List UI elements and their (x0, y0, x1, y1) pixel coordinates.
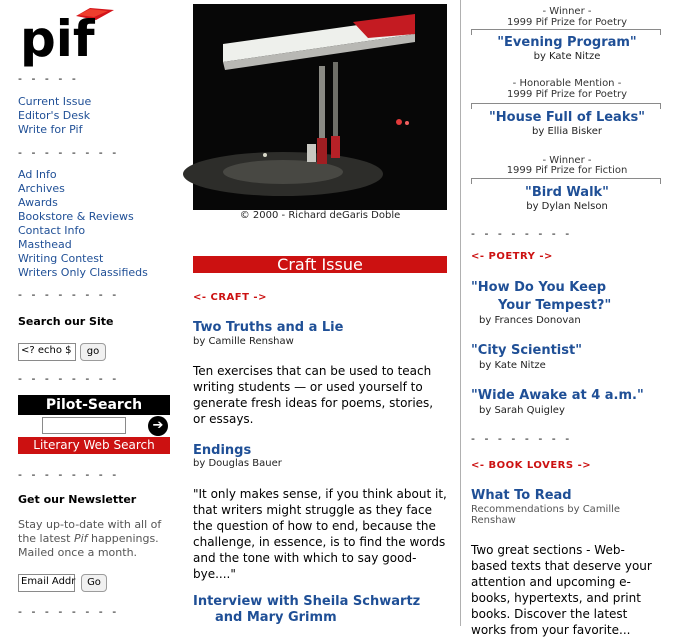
nav-item[interactable]: Masthead (18, 238, 72, 251)
prize-author: by Ellia Bisker (532, 126, 602, 137)
literary-web-search-label: Literary Web Search (18, 437, 170, 454)
what-to-read-link[interactable]: What To Read (471, 488, 572, 503)
photo-credit: © 2000 - Richard deGaris Doble (239, 210, 401, 221)
poem-title-link[interactable]: "How Do You Keep (471, 280, 607, 295)
book-lovers-subtitle: Recommendations by Camille Renshaw (471, 504, 621, 526)
poem-title-link[interactable]: "City Scientist" (471, 343, 582, 358)
poem-author: by Sarah Quigley (479, 405, 565, 416)
book-lovers-body: Two great sections - Web-based texts that deserve your attention and upcoming e-books, hypertexts, and print books. Discover the latest works from your favorite... (471, 543, 652, 637)
prize-label: - Winner - (542, 155, 592, 166)
prize-title-link[interactable]: "Bird Walk" (525, 185, 609, 200)
article-title-link-continued[interactable]: and Mary Grimm (215, 610, 337, 625)
search-go-button[interactable]: go (80, 343, 106, 361)
article-author: by Douglas Bauer (193, 458, 282, 469)
prize-label: - Honorable Mention - (512, 78, 622, 89)
article-title-link[interactable]: Endings (193, 443, 252, 458)
prize-category: 1999 Pif Prize for Poetry (506, 17, 628, 28)
separator: - - - - - - - - (18, 146, 120, 159)
gas-station-photo (193, 4, 447, 210)
prize-bracket (471, 103, 661, 109)
prize-title-link[interactable]: "House Full of Leaks" (489, 110, 645, 125)
nav-item[interactable]: Bookstore & Reviews (18, 210, 134, 223)
nav-item[interactable]: Archives (18, 182, 65, 195)
nav-item[interactable]: Awards (18, 196, 58, 209)
article-title-link[interactable]: Interview with Sheila Schwartz (193, 594, 421, 609)
prize-author: by Dylan Nelson (526, 201, 608, 212)
nav-item[interactable]: Writing Contest (18, 252, 104, 265)
poem-title-link-continued[interactable]: Your Tempest?" (498, 298, 612, 313)
column-divider (460, 0, 461, 626)
prize-author: by Kate Nitze (533, 51, 601, 62)
article-summary: Ten exercises that can be used to teach writing students — or used yourself to generate fresh ideas for poems, stories, or essays. (193, 364, 434, 426)
secondary-nav (18, 168, 148, 280)
pilot-search-input[interactable] (42, 417, 126, 434)
separator: - - - - - - - - (18, 605, 120, 618)
prize-label: - Winner - (542, 6, 592, 17)
search-heading: Search our Site (18, 315, 114, 328)
nav-item[interactable]: Current Issue (18, 95, 92, 108)
primary-nav (18, 95, 91, 137)
prize-title-link[interactable]: "Evening Program" (497, 35, 637, 50)
pif-logo[interactable] (18, 6, 118, 68)
article-title-link[interactable]: Two Truths and a Lie (193, 320, 344, 335)
nav-item[interactable]: Contact Info (18, 224, 86, 237)
arrow-right-icon[interactable]: ➔ (148, 416, 168, 436)
separator: - - - - - - - - (18, 372, 120, 385)
newsletter-heading: Get our Newsletter (18, 493, 137, 506)
section-poetry-label: <- POETRY -> (471, 251, 553, 262)
separator: - - - - - - - - (471, 432, 573, 445)
poem-title-link[interactable]: "Wide Awake at 4 a.m." (471, 388, 644, 403)
poem-author: by Frances Donovan (479, 315, 581, 326)
nav-item[interactable]: Ad Info (18, 168, 57, 181)
section-book-lovers-label: <- BOOK LOVERS -> (471, 460, 592, 471)
separator: - - - - - - - - (18, 468, 120, 481)
nav-item[interactable]: Write for Pif (18, 123, 83, 136)
prize-category: 1999 Pif Prize for Fiction (506, 165, 628, 176)
newsletter-go-button[interactable]: Go (81, 574, 107, 592)
poem-author: by Kate Nitze (479, 360, 546, 371)
separator: - - - - - (18, 72, 79, 85)
article-summary: "It only makes sense, if you think about it, that writers might struggle as they face the question of how to end, because the challenge, in essence, is to find the words and the tone with which to say good-bye...." (193, 487, 447, 581)
prize-bracket (471, 178, 661, 184)
search-input[interactable]: <? echo $ (18, 343, 76, 361)
newsletter-description: Stay up-to-date with all of the latest Pif happenings. Mailed once a month. (18, 518, 162, 559)
prize-category: 1999 Pif Prize for Poetry (506, 89, 628, 100)
email-field[interactable]: Email Addr (18, 574, 75, 592)
separator: - - - - - - - - (18, 288, 120, 301)
pilot-search-title: Pilot-Search (18, 395, 170, 415)
logo-text: pif (20, 10, 95, 68)
nav-item[interactable]: Editor's Desk (18, 109, 91, 122)
craft-issue-banner: Craft Issue (193, 256, 447, 273)
section-craft-label: <- CRAFT -> (193, 292, 267, 303)
separator: - - - - - - - - (471, 227, 573, 240)
nav-item[interactable]: Writers Only Classifieds (18, 266, 148, 279)
article-author: by Camille Renshaw (193, 336, 294, 347)
